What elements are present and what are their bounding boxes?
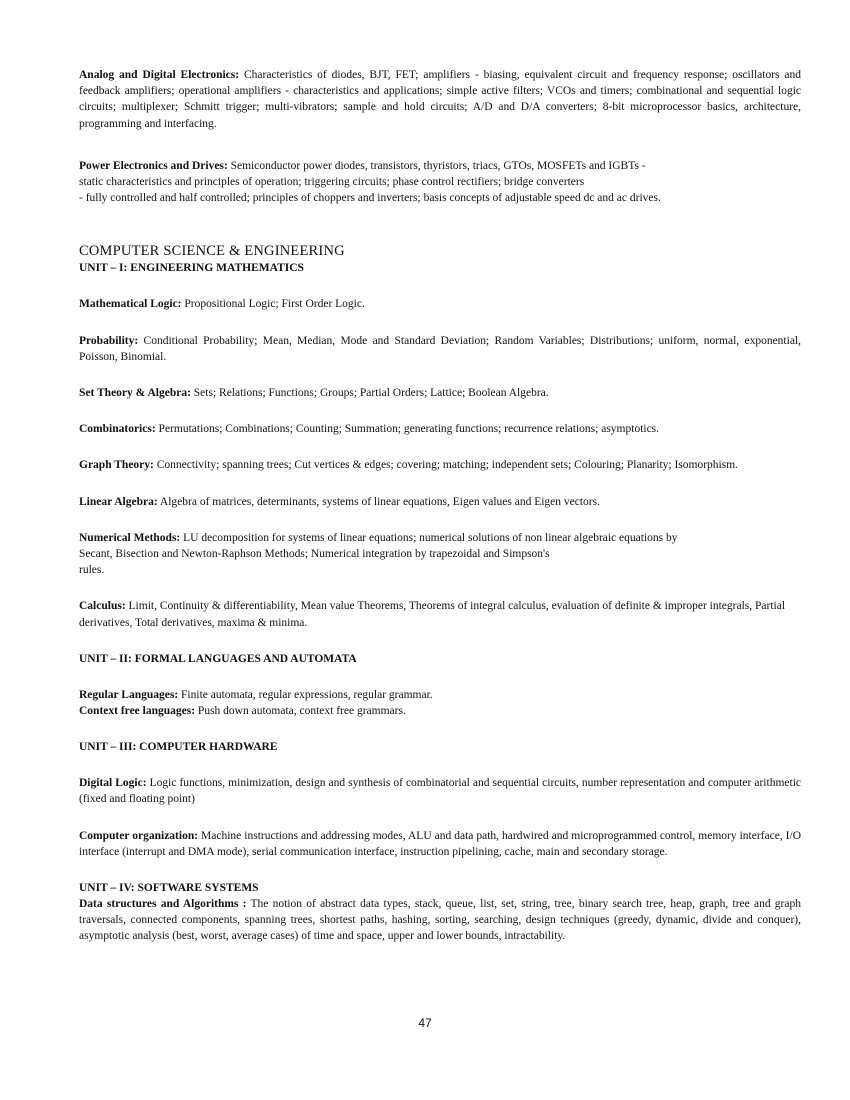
topic-heading: Graph Theory: bbox=[79, 459, 154, 472]
topic-text: Machine instructions and addressing modes, ALU and data path, hardwired and microprogrammed control, memory interface, I/O interface (interrupt and DMA mode), serial communication interface, instruction pipelining, cache, main and secondary storage. bbox=[79, 829, 802, 858]
context-free-languages-paragraph bbox=[79, 703, 801, 719]
data-structures-paragraph bbox=[79, 896, 801, 945]
topic-text: Push down automata, context free grammars. bbox=[195, 705, 406, 718]
topic-text: Conditional Probability; Mean, Median, Mode and Standard Deviation; Random Variables; Distributions; uniform, normal, exponential, Poisson, Binomial. bbox=[79, 334, 801, 363]
section-text: Characteristics of diodes, BJT, FET; amplifiers - biasing, equivalent circuit and frequency response; oscillators and feedback amplifiers; operational amplifiers - characteristics and applications; simple active filters; VCOs and timers; combinational and sequential logic circuits; multiplexer; Schmitt trigger; multi-vibrators; sample and hold circuits; A/D and D/A converters; 8-bit microprocessor basics, architecture, programming and interfacing. bbox=[79, 69, 801, 130]
set-theory-paragraph bbox=[79, 385, 801, 401]
topic-text: Finite automata, regular expressions, regular grammar. bbox=[178, 688, 433, 701]
combinatorics-paragraph bbox=[79, 421, 801, 437]
topic-heading: Computer organization: bbox=[79, 829, 199, 842]
unit-3-heading: UNIT – III: COMPUTER HARDWARE bbox=[79, 741, 278, 754]
unit-4-heading: UNIT – IV: SOFTWARE SYSTEMS bbox=[79, 882, 259, 895]
calculus-paragraph bbox=[79, 598, 801, 630]
probability-paragraph bbox=[79, 333, 801, 365]
topic-text: The notion of abstract data types, stack, queue, list, set, string, tree, binary search tree, heap, graph, tree and graph traversals, connected components, spanning trees, shortest paths, hashing, sorting, searching, design techniques (greedy, dynamic, divide and conquer), asymptotic analysis (best, worst, average cases) of time and space, upper and lower bounds, intractability. bbox=[79, 898, 801, 943]
unit-1-heading: UNIT – I: ENGINEERING MATHEMATICS bbox=[79, 262, 304, 275]
section-heading: Power Electronics and Drives: bbox=[79, 159, 228, 172]
topic-text: Permutations; Combinations; Counting; Summation; generating functions; recurrence relations; asymptotics. bbox=[155, 423, 660, 436]
section-text: static characteristics and principles of operation; triggering circuits; phase control rectifiers; bridge converters bbox=[79, 176, 585, 189]
topic-heading: Digital Logic: bbox=[79, 777, 147, 790]
topic-heading: Linear Algebra: bbox=[79, 495, 158, 508]
topic-text: Connectivity; spanning trees; Cut vertices & edges; covering; matching; independent sets; Colouring; Planarity; Isomorphism. bbox=[153, 459, 739, 472]
topic-heading: Probability: bbox=[79, 334, 139, 347]
document-page bbox=[79, 67, 801, 945]
section-heading: Analog and Digital Electronics: bbox=[79, 69, 240, 81]
topic-heading: Calculus: bbox=[79, 600, 126, 613]
topic-heading: Regular Languages: bbox=[79, 688, 179, 701]
page-number: 47 bbox=[418, 1016, 432, 1030]
mathematical-logic-paragraph bbox=[79, 296, 801, 312]
topic-text: rules. bbox=[79, 564, 105, 577]
topic-heading: Numerical Methods: bbox=[79, 531, 181, 544]
topic-heading: Mathematical Logic: bbox=[79, 298, 182, 311]
topic-text: Propositional Logic; First Order Logic. bbox=[181, 298, 365, 311]
topic-text: Limit, Continuity & differentiability, Mean value Theorems, Theorems of integral calculus, evaluation of definite & improper integrals, Partial derivatives, Total derivatives, maxima & minima. bbox=[79, 600, 786, 629]
digital-logic-paragraph bbox=[79, 775, 801, 807]
topic-text: Sets; Relations; Functions; Groups; Partial Orders; Lattice; Boolean Algebra. bbox=[190, 387, 549, 400]
graph-theory-paragraph bbox=[79, 457, 801, 473]
unit-2-heading: UNIT – II: FORMAL LANGUAGES AND AUTOMATA bbox=[79, 652, 357, 665]
topic-text: Algebra of matrices, determinants, systems of linear equations, Eigen values and Eigen vectors. bbox=[157, 495, 600, 508]
topic-text: Logic functions, minimization, design and synthesis of combinatorial and sequential circuits, number representation and computer arithmetic (fixed and floating point) bbox=[79, 777, 801, 806]
regular-languages-paragraph bbox=[79, 687, 801, 703]
topic-heading: Combinatorics: bbox=[79, 423, 156, 436]
section-text: Semiconductor power diodes, transistors, thyristors, triacs, GTOs, MOSFETs and IGBTs - bbox=[227, 159, 646, 172]
cse-title: COMPUTER SCIENCE & ENGINEERING bbox=[79, 243, 345, 260]
topic-text: LU decomposition for systems of linear equations; numerical solutions of non linear algebraic equations by bbox=[180, 531, 678, 544]
power-electronics-paragraph bbox=[79, 158, 801, 207]
computer-organization-paragraph bbox=[79, 828, 801, 860]
analog-digital-electronics-paragraph bbox=[79, 67, 801, 132]
section-text: - fully controlled and half controlled; principles of choppers and inverters; basis concepts of adjustable speed dc and ac drives. bbox=[79, 192, 661, 205]
topic-heading: Set Theory & Algebra: bbox=[79, 387, 191, 400]
topic-heading: Data structures and Algorithms : bbox=[79, 898, 247, 911]
numerical-methods-paragraph bbox=[79, 530, 801, 579]
topic-text: Secant, Bisection and Newton-Raphson Methods; Numerical integration by trapezoidal and Simpson's bbox=[79, 548, 550, 561]
topic-heading: Context free languages: bbox=[79, 705, 196, 718]
linear-algebra-paragraph bbox=[79, 494, 801, 510]
